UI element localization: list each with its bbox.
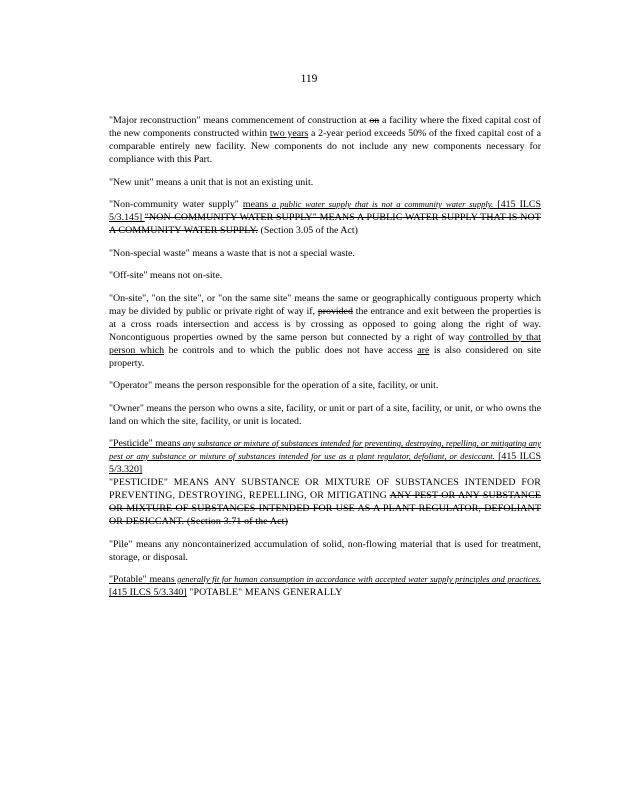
definition-potable: [109, 573, 541, 599]
definition-on-site: [109, 292, 541, 370]
italic-statutory-text: a public water supply that is not a community water supply.: [268, 199, 494, 209]
definitions-body: [109, 114, 541, 609]
text-run: a facility where the fixed capital cost of the new components constructed within: [109, 115, 541, 139]
definition-pile: "Pile" means any noncontainerized accumulation of solid, non-flowing material that is used for treatment, storage, or disposal.: [109, 538, 541, 563]
text-run: a 2-year period exceeds 50% of the fixed capital cost of a comparable entirely new facility. New components do not include any new components necessary for compliance with this Part.: [109, 128, 541, 165]
caps-text: "POTABLE" MEANS GENERALLY: [186, 587, 343, 598]
text-run: is also considered on site property.: [109, 344, 541, 369]
definition-operator: "Operator" means the person responsible for the operation of a site, facility, or unit.: [109, 380, 439, 391]
underlined-text: are: [417, 344, 430, 356]
text-run: "Non-community water supply": [109, 199, 243, 210]
struck-text: "NON-COMMUNITY WATER SUPPLY" MEANS A PUBLIC WATER SUPPLY THAT IS NOT A COMMUNITY WATER SUPPLY.: [109, 212, 541, 236]
underlined-text: means: [242, 199, 269, 210]
citation: [415 ILCS 5/3.340]: [109, 587, 187, 598]
struck-text: on: [369, 115, 380, 126]
underlined-text: "Potable" means: [109, 574, 175, 585]
text-run: (Section 3.05 of the Act): [258, 225, 358, 236]
italic-statutory-text: generally fit for human consumption in accordance with accepted water supply principles and practices.: [174, 574, 541, 584]
page-number: 119: [300, 73, 318, 85]
definition-major-reconstruction: [109, 114, 541, 166]
underlined-text: controlled by that person which: [109, 331, 541, 356]
underlined-text: "Pesticide" means: [109, 438, 181, 449]
definition-non-community-water-supply: [109, 198, 541, 237]
italic-statutory-text: any substance or mixture of substances intended for preventing, destroying, repelling, or mitigating any pest or any substance or mixture of substances intended for use as a plant regulator, defoliant, or desiccant.: [109, 438, 541, 461]
text-run: "Major reconstruction" means commencement of construction at: [109, 115, 370, 126]
definition-off-site: "Off-site" means not on-site.: [109, 270, 223, 281]
text-run: he controls and to which the public does not have access: [164, 344, 418, 356]
caps-text: "PESTICIDE" MEANS ANY SUBSTANCE OR MIXTURE OF SUBSTANCES INTENDED FOR PREVENTING, DESTROYING, REPELLING, OR MITIGATING: [109, 477, 541, 501]
definition-non-special-waste: "Non-special waste" means a waste that is not a special waste.: [109, 247, 355, 259]
citation: [415 ILCS 5/3.145]: [109, 199, 542, 223]
struck-text: provided: [317, 305, 353, 317]
struck-text: ANY PEST OR ANY SUBSTANCE OR MIXTURE OF SUBSTANCES INTENDED FOR USE AS A PLANT REGULATOR, DEFOLIANT OR DESICCANT. (Section 3.71 of the Act): [109, 490, 542, 527]
definition-new-unit: "New unit" means a unit that is not an existing unit.: [109, 176, 314, 188]
citation: [415 ILCS 5/3.320]: [109, 451, 542, 475]
text-run: the entrance and exit between the properties is at a cross roads intersection and access is by crossing as opposed to going along the right of way. Noncontiguous properties owned by the same person but connected by a right of way: [109, 305, 541, 343]
text-run: "On-site", "on the site", or "on the same site" means the same or geographically contiguous property which may be divided by public or private right of way if,: [109, 292, 541, 317]
underlined-text: two years: [269, 128, 309, 139]
definition-owner: "Owner" means the person who owns a site, facility, or unit or part of a site, facility, or unit, or who owns the land on which the site, facility, or unit is located.: [109, 402, 541, 427]
definition-pesticide: [109, 437, 541, 528]
